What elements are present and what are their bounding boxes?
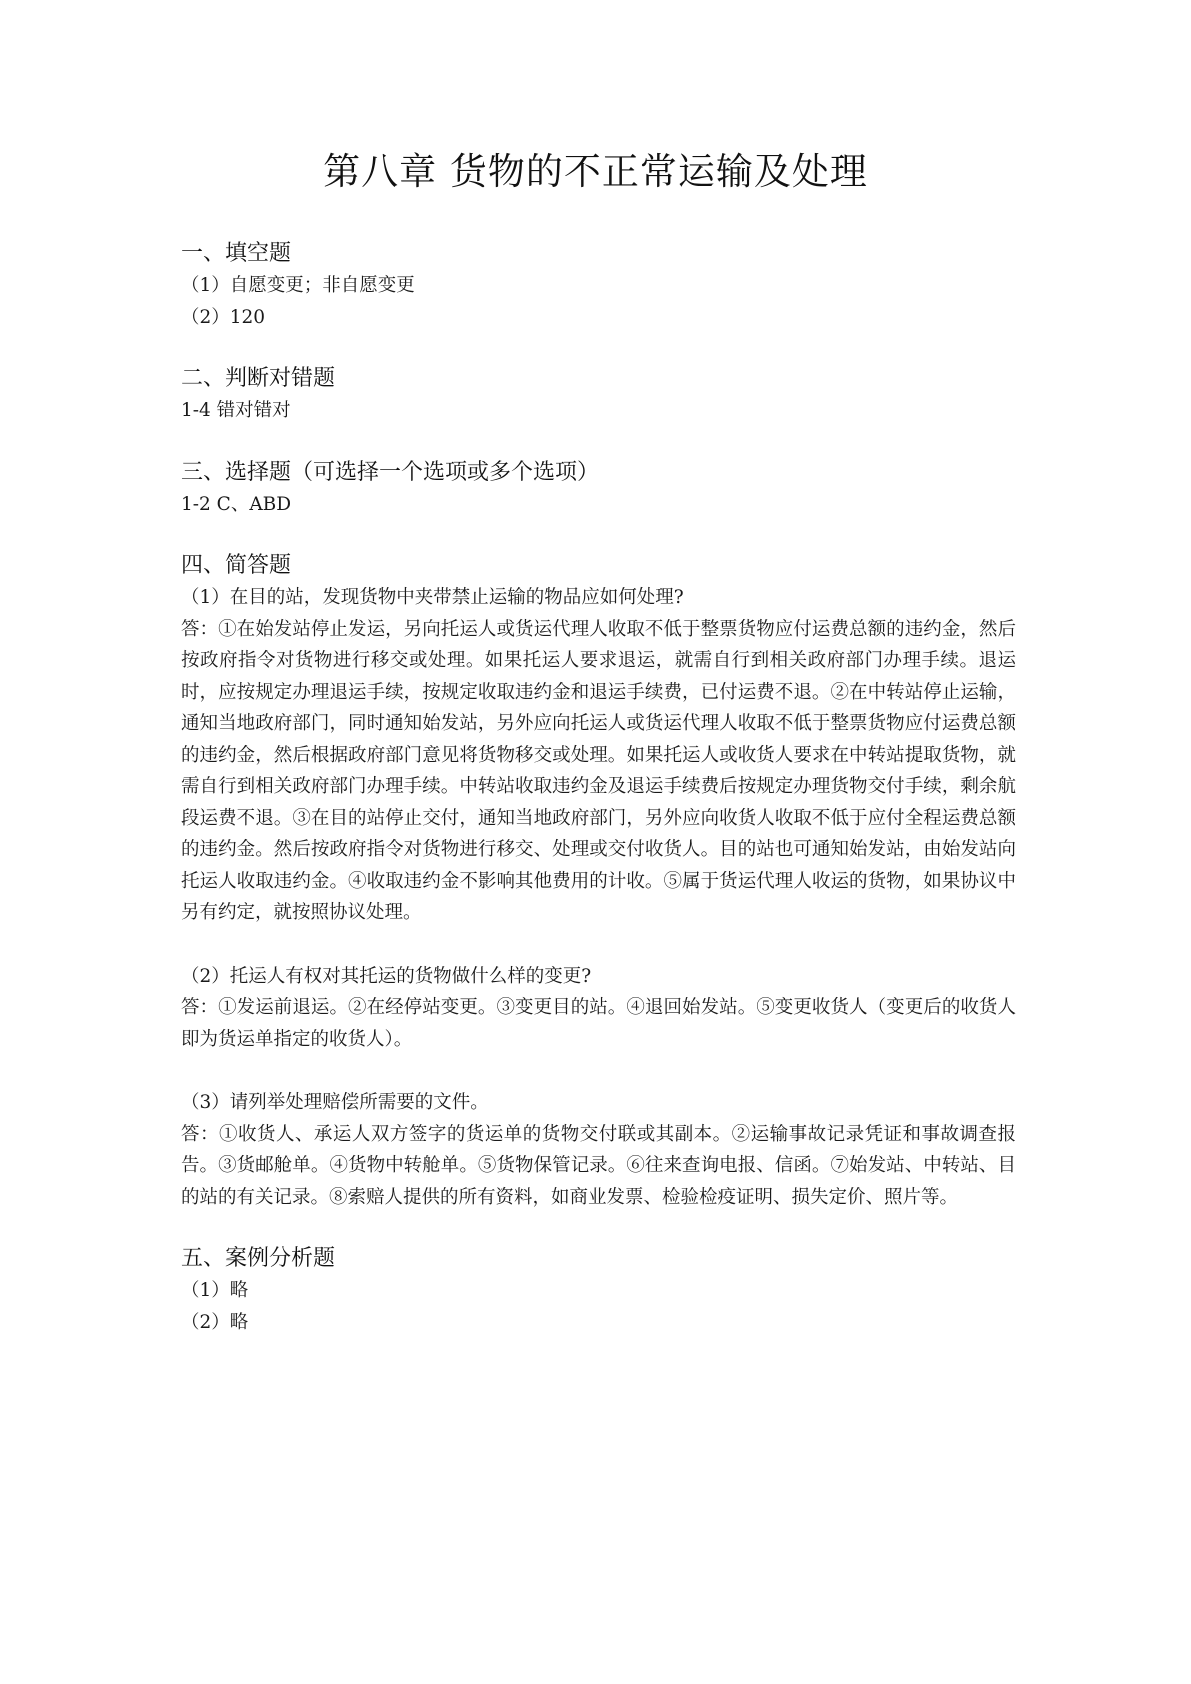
section-fill-in-blank [181,238,1016,333]
answer-paragraph: 答：①收货人、承运人双方签字的货运单的货物交付联或其副本。②运输事故记录凭证和事故调查报告。③货邮舱单。④货物中转舱单。⑤货物保管记录。⑥往来查询电报、信函。⑦始发站、中转站、目的站的有关记录。⑧索赔人提供的所有资料，如商业发票、检验检疫证明、损失定价、照片等。 [181,1123,1016,1208]
answer-line: （2）120 [181,306,266,328]
answer-line: 1-2 C、ABD [181,493,292,515]
section-heading: 三、选择题（可选择一个选项或多个选项） [181,459,600,485]
question-text: （2）托运人有权对其托运的货物做什么样的变更? [181,965,592,987]
question-text: （1）在目的站，发现货物中夹带禁止运输的物品应如何处理? [181,587,684,608]
answer-line: （1）略 [181,1280,249,1301]
question-text: （3）请列举处理赔偿所需要的文件。 [181,1092,489,1113]
answer-paragraph: 答：①发运前退运。②在经停站变更。③变更目的站。④退回始发站。⑤变更收货人（变更后的收货人即为货运单指定的收货人）。 [181,997,1016,1050]
section-multiple-choice [181,457,1016,521]
section-heading: 四、简答题 [181,553,292,578]
section-case-analysis [181,1243,1016,1338]
answer-line: （1）自愿变更；非自愿变更 [181,275,415,296]
section-heading: 二、判断对错题 [181,366,336,391]
section-heading: 一、填空题 [181,241,292,266]
section-heading: 五、案例分析题 [181,1246,336,1271]
page-title: 第八章 货物的不正常运输及处理 [323,150,868,193]
answer-line: （2）略 [181,1311,249,1333]
section-true-false [181,363,1016,427]
answer-line: 1-4 错对错对 [181,400,291,421]
section-short-answer [181,550,1016,1213]
document-body [181,238,1016,1338]
answer-paragraph: 答：①在始发站停止发运，另向托运人或货运代理人收取不低于整票货物应付运费总额的违约金，然后按政府指令对货物进行移交或处理。如果托运人要求退运，就需自行到相关政府部门办理手续。退运时，应按规定办理退运手续，按规定收取违约金和退运手续费，已付运费不退。②在中转站停止运输，通知当地政府部门，同时通知始发站，另外应向托运人或货运代理人收取不低于整票货物应付运费总额的违约金，然后根据政府部门意见将货物移交或处理。如果托运人或收货人要求在中转站提取货物，就需自行到相关政府部门办理手续。中转站收取违约金及退运手续费后按规定办理货物交付手续，剩余航段运费不退。③在目的站停止交付，通知当地政府部门，另外应向收货人收取不低于应付全程运费总额的违约金。然后按政府指令对货物进行移交、处理或交付收货人。目的站也可通知始发站，由始发站向托运人收取违约金。④收取违约金不影响其他费用的计收。⑤属于货运代理人收运的货物，如果协议中另有约定，就按照协议处理。 [181,618,1016,923]
